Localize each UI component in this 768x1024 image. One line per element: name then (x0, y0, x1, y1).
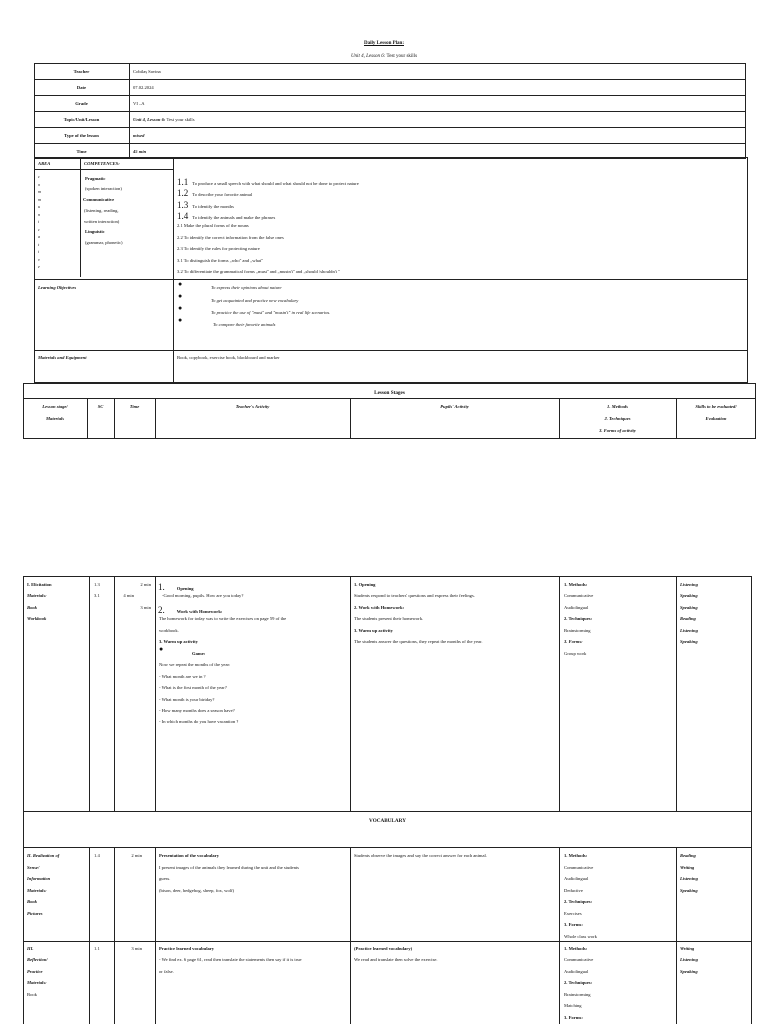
s1-pupils-text: The students answer the questions, they repeat the months of the year. (354, 639, 483, 644)
s2-skill: Writing (680, 865, 695, 870)
s3-method: Audiolingual (564, 969, 589, 974)
header-pupils: Pupils' Activity (440, 404, 469, 409)
info-value-grade: VI –A (133, 101, 145, 106)
bullet-icon: ● (178, 292, 183, 300)
vocabulary-row (23, 811, 752, 848)
bullet-icon: ● (178, 280, 183, 288)
s1-pupils-homework: 2. Work with Homework: (354, 605, 405, 610)
competence-item (177, 206, 275, 224)
vertical-letter: i (38, 249, 40, 254)
vertical-letter: m (38, 189, 42, 194)
header-evaluation: Evaluation (705, 416, 727, 421)
s2-method: Deductive (564, 888, 583, 893)
group-pragmatic: Pragmatic (85, 176, 106, 181)
s2-stage: Information (27, 876, 51, 881)
s2-material: Pictures (27, 911, 43, 916)
group-linguistic: Linguistic (85, 229, 105, 234)
s3-skill: Writing (680, 946, 695, 951)
competence-text: 2.2 To identify the correct information from the false ones (177, 235, 284, 240)
s3-skill: Speaking (680, 969, 698, 974)
s1-material: Workbook (27, 616, 47, 621)
bullet-icon: ● (159, 645, 164, 653)
group-communicative-sub2: written interaction) (84, 219, 120, 224)
s1-method: Communicative (564, 593, 594, 598)
s3-teacher-line: or false. (159, 969, 174, 974)
info-value-topic (133, 117, 195, 122)
s3-method: 2. Techniques: (564, 980, 593, 985)
s1-question: - How many months does a season have? (159, 708, 235, 713)
s3-sc: 1.1 (94, 946, 100, 951)
objective-item: To compare their favorite animals (213, 322, 276, 327)
vertical-letter: i (38, 219, 40, 224)
s1-repeat: Now we repeat the months of the year: (159, 662, 231, 667)
competence-text: To produce a small speech with what should and what should not be done to protect nature (192, 181, 359, 186)
competence-text: To identify the animals and make the phrases (192, 215, 276, 220)
s2-method: Whole class work (564, 934, 597, 939)
s3-stage: Practice (27, 969, 43, 974)
s1-pupils-text: The students present their homework. (354, 616, 424, 621)
s1-skill: Listening (680, 628, 698, 633)
s2-method: 1. Methods: (564, 853, 588, 858)
competence-num: 1.2 (177, 188, 189, 198)
s2-skill: Speaking (680, 888, 698, 893)
competence-text: To identify the months (192, 204, 234, 209)
info-label-grade: Grade (75, 101, 88, 106)
s3-skill: Listening (680, 957, 698, 962)
s1-sc: 1.3 (94, 582, 100, 587)
s1-time: 2 min (140, 582, 151, 587)
s1-pupils-opening: 1. Opening (354, 582, 376, 587)
header-methods: 1. Methods (607, 404, 628, 409)
subtitle-unit: Unit 4, Lesson 6: (350, 54, 386, 59)
competence-text: 3.2 To differentiate the grammatical forms „must'' and „mustn't'' and „should /shouldn't '' (177, 269, 340, 274)
info-label-topic: Topic/Unit/Lesson (63, 117, 100, 122)
section3-table (23, 941, 752, 1024)
header-time: Time (129, 404, 140, 409)
s1-method: Audiolingual (564, 605, 589, 610)
s1-homework-num: 2. (158, 605, 165, 615)
s1-pupils-warmup: 3. Warm up activity (354, 628, 393, 633)
s1-game: Game: (192, 651, 206, 656)
section1-table (23, 576, 752, 812)
s2-method: 2. Techniques: (564, 899, 593, 904)
section2-table (23, 847, 752, 942)
s3-teacher-title: Practice learned vocabulary (159, 946, 215, 951)
s1-stage: I. Elicitation (27, 582, 52, 587)
s3-method: Communicative (564, 957, 594, 962)
stages-title: Lesson Stages (374, 390, 405, 396)
s1-time: 4 min (123, 593, 134, 598)
s3-pupils-title: (Practice learned vocabulary) (354, 946, 413, 951)
s1-sc: 3.1 (94, 593, 100, 598)
s1-opening-num: 1. (158, 582, 165, 592)
competence-text: 2.3 To identify the rules for protecting nature (177, 246, 260, 251)
s3-method: 1. Methods: (564, 946, 588, 951)
vertical-letter: e (38, 264, 40, 269)
s2-method: 3. Forms: (564, 922, 583, 927)
vertical-letter: u (38, 204, 41, 209)
s1-opening-text: Opening (176, 586, 194, 591)
s3-method: Matching (564, 1003, 582, 1008)
s3-time: 3 min (131, 946, 142, 951)
s2-method: Communicative (564, 865, 594, 870)
s2-skill: Reading (680, 853, 696, 858)
vertical-letter: a (38, 234, 41, 239)
header-materials: Materials (45, 416, 65, 421)
topic-lesson: Test your skills (165, 117, 195, 122)
s3-teacher-line: - We find ex. 6 page 61, read then translate the statements then say if it is true (159, 957, 302, 962)
materials-value: Book, copybook, exercise book, blackboard and marker (177, 355, 280, 360)
vertical-letter: t (38, 241, 40, 247)
s2-teacher-title: Presentation of the vocabulary (159, 853, 220, 858)
s3-method: Brainstorming (564, 992, 591, 997)
s1-hw-text: The homework for today was to write the exercises on page 59 of the (159, 616, 287, 621)
s2-stage: II. Realization of (27, 853, 60, 858)
s1-greeting: -Good morning, pupils. How are you today? (162, 593, 244, 598)
s2-sc: 1.4 (94, 853, 100, 858)
s3-method: 3. Forms: (564, 1015, 583, 1020)
s1-question: - What month is your birtday? (159, 697, 215, 702)
competence-num: 1.1 (177, 177, 189, 187)
area-label: AREA (38, 161, 51, 166)
s2-method: Audiolingual (564, 876, 589, 881)
s2-teacher-line: I present images of the animals they learned during the unit and the students (159, 865, 299, 870)
competence-num: 1.4 (177, 211, 189, 221)
info-value-time: 45 min (133, 149, 147, 154)
info-value-date: 07.02.2024 (133, 85, 154, 90)
objective-item: To get acquainted and practice new vocabulary (211, 298, 299, 303)
objectives-label: Learning Objectives (38, 285, 77, 290)
s2-method: Exercises (564, 911, 582, 916)
vertical-word (38, 173, 41, 271)
s1-question: - What is the first month of the year? (159, 685, 227, 690)
s1-skill: Speaking (680, 605, 698, 610)
s1-skill: Speaking (680, 639, 698, 644)
s1-skill: Listening (680, 582, 698, 587)
competences-label: COMPETENCES: (84, 161, 120, 166)
plan-subtitle (0, 54, 768, 59)
s1-warmup: 3. Warm up activity (159, 639, 198, 644)
vertical-letter: v (38, 256, 40, 262)
s3-material: Book (27, 992, 37, 997)
s1-method: 3. Forms: (564, 639, 583, 644)
objective-item: To practice the use of "must" and "mustn't" in real life scenarios. (211, 310, 331, 315)
group-linguistic-sub: (grammar, phonetic) (85, 240, 123, 245)
s3-stage: III. (27, 946, 34, 951)
header-teacher: Teacher's Activity (235, 404, 270, 409)
info-label-type: Type of the lesson (64, 133, 99, 138)
group-pragmatic-sub: (spoken interaction) (85, 186, 122, 191)
s1-pupils-text: Students respond to teachers' questions and express their feelings. (354, 593, 475, 598)
competence-text: To describe your favorite animal (192, 192, 253, 197)
vertical-letter: m (38, 196, 42, 202)
header-stage: Lesson stage/ (42, 404, 68, 409)
s2-teacher-line: (bison, deer, hedgehog, sheep, fox, wolf) (159, 888, 235, 893)
topic-unit: Unit 4, Lesson 6: (133, 117, 166, 122)
objective-item: To express their opinions about nature (211, 285, 282, 290)
materials-label: Materials and Equipment (38, 355, 87, 360)
info-value-teacher: Cobilaș Savina (133, 69, 161, 74)
info-value-type: mixed (133, 133, 145, 138)
s1-material: Book (27, 605, 37, 610)
s2-material: Book (27, 899, 37, 904)
header-techniques: 2. Techniques (604, 416, 631, 421)
group-communicative: Communicative (83, 197, 115, 202)
subtitle-lesson: Test your skills (385, 54, 418, 59)
group-communicative-sub1: (listening, reading, (84, 208, 119, 213)
s3-pupils-text: We read and translate then solve the exercise. (354, 957, 438, 962)
s1-method: Group work (564, 651, 587, 656)
competence-num: 1.3 (177, 200, 189, 210)
bullet-icon: ● (178, 304, 183, 312)
competence-text: 2.1 Make the plural forms of the nouns (177, 223, 249, 228)
vertical-letter: o (38, 181, 41, 187)
info-label-date: Date (76, 85, 87, 90)
s1-method: 2. Techniques: (564, 616, 593, 621)
competence-text: 3.1 To distinguish the forms „who'' and „what'' (177, 258, 263, 263)
s2-stage: Sense/ (27, 865, 40, 870)
header-sc: SC (97, 404, 104, 409)
s1-materials-label: Materials: (27, 593, 47, 598)
s1-method: Brainstorming (564, 628, 591, 633)
s1-method: 1. Methods: (564, 582, 588, 587)
header-skills: Skills to be evaluated/ (695, 404, 737, 409)
s2-pupils-text: Students observe the images and say the correct answer for each animal. (354, 853, 487, 858)
s2-time: 2 min (131, 853, 142, 858)
vocabulary-title: VOCABULARY (369, 818, 406, 824)
vertical-letter: c (38, 226, 40, 232)
header-forms: 3. Forms of activity (599, 428, 636, 433)
s1-time: 3 min (140, 605, 151, 610)
s1-question: - What month are we in ? (159, 674, 206, 679)
s1-homework-text: Work with Homework: (176, 609, 223, 614)
info-label-time: Time (76, 149, 87, 154)
vertical-letter: c (38, 174, 40, 179)
s3-materials-label: Materials: (27, 980, 47, 985)
bullet-icon: ● (178, 316, 183, 324)
s1-question: - In which months do you have vacantion ? (159, 719, 239, 724)
s2-teacher-line: guess. (159, 876, 171, 881)
s2-skill: Listening (680, 876, 698, 881)
s1-hw-text: workbook. (159, 628, 179, 633)
s3-stage: Reflection/ (27, 957, 48, 962)
plan-title: Daily Lesson Plan: (363, 41, 404, 46)
s1-skill: Reading (680, 616, 696, 621)
vertical-letter: n (38, 211, 41, 217)
s2-materials-label: Materials: (27, 888, 47, 893)
s1-skill: Speaking (680, 593, 698, 598)
info-label-teacher: Teacher (73, 69, 90, 74)
